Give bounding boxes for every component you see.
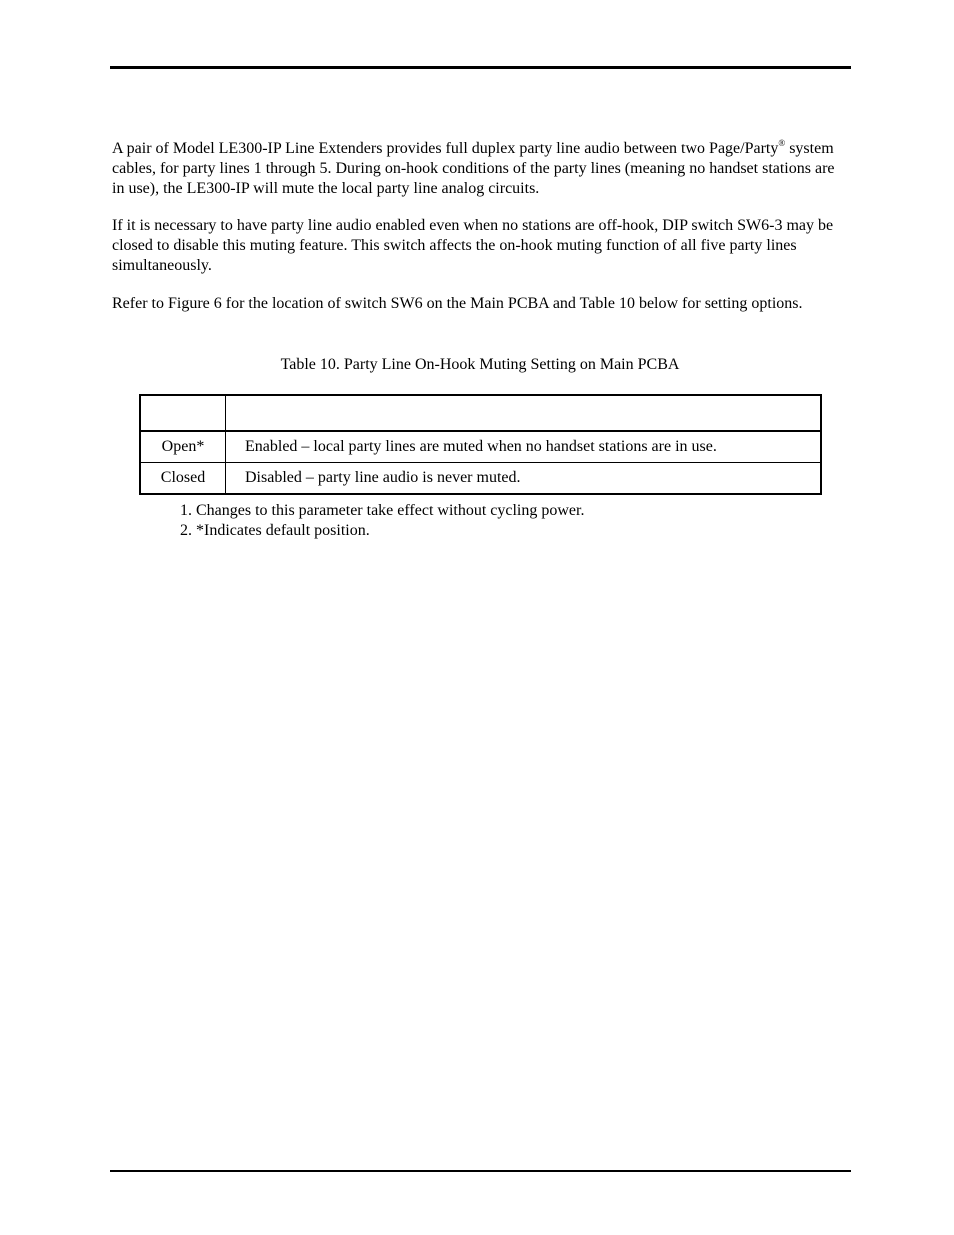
paragraph-intro-part1: A pair of Model LE300-IP Line Extenders provides full duplex party line audio between two Page/Party — [112, 140, 779, 157]
cell-function: Enabled – local party lines are muted when no handset stations are in use. — [226, 431, 822, 463]
table-row — [140, 431, 821, 463]
header-cell-setting — [140, 395, 226, 431]
paragraph-dip-switch: If it is necessary to have party line audio enabled even when no stations are off-hook, DIP switch SW6-3 may be closed to disable this muting feature. This switch affects the on-hook muting function of all five party lines simultaneously. — [112, 217, 834, 274]
cell-switch-position: Open* — [140, 431, 226, 463]
note-item: 1. Changes to this parameter take effect without cycling power. — [180, 502, 585, 519]
header-cell-description — [226, 395, 822, 431]
table-caption: Table 10. Party Line On-Hook Muting Setting on Main PCBA — [280, 356, 680, 373]
table-notes — [180, 501, 584, 541]
paragraph-intro — [112, 139, 842, 199]
footer-rule — [110, 1170, 851, 1172]
registered-mark: ® — [778, 138, 786, 148]
paragraph-reference: Refer to Figure 6 for the location of switch SW6 on the Main PCBA and Table 10 below for setting options. — [112, 295, 803, 312]
table-header-row — [140, 395, 821, 431]
note-item: 2. *Indicates default position. — [180, 522, 370, 539]
cell-function: Disabled – party line audio is never muted. — [226, 463, 822, 495]
table-row — [140, 463, 821, 495]
cell-switch-position: Closed — [140, 463, 226, 495]
muting-settings-table — [139, 394, 822, 495]
header-rule — [110, 66, 851, 69]
paragraph-intro-part2: system cables, for party lines 1 through 5. During on-hook conditions of the party lines (meaning no handset stations are in use), the LE300-IP will mute the local party line analog circuits. — [112, 140, 835, 197]
